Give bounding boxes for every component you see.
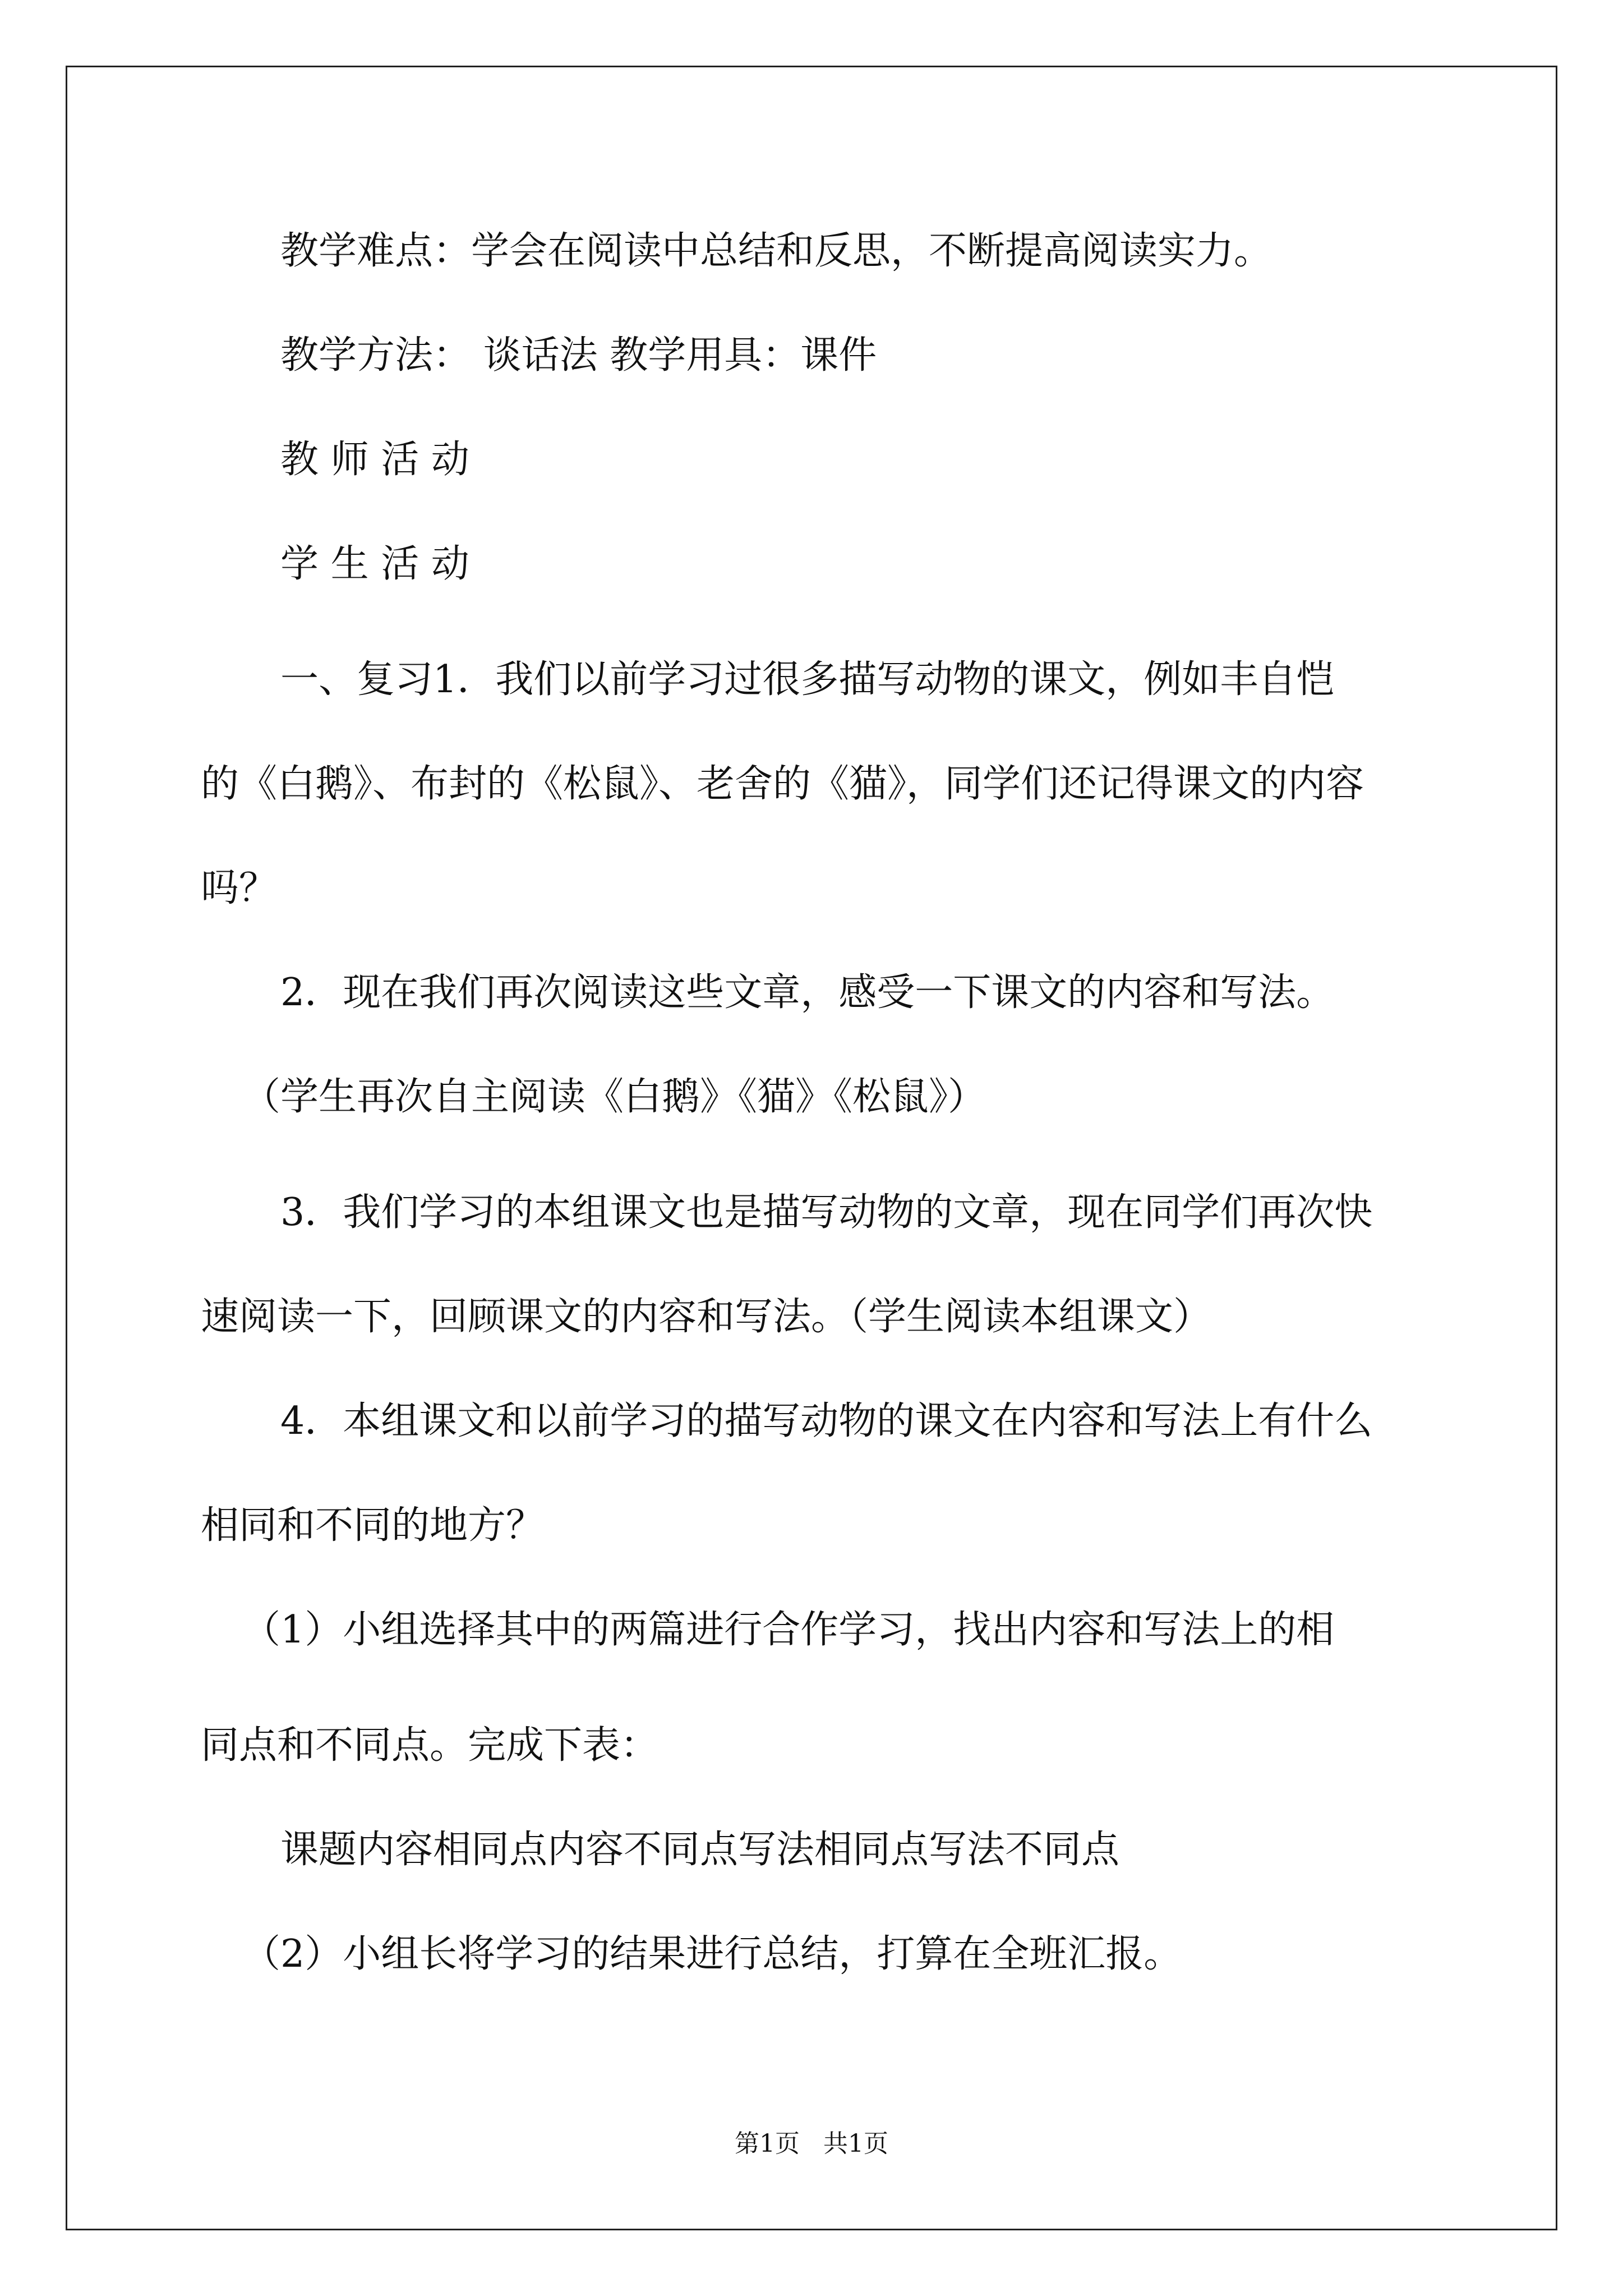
- sub-item-1-line-2: 同点和不同点。完成下表：: [201, 1723, 659, 1768]
- page-footer: 第1页 共1页: [735, 2129, 888, 2158]
- table-header-row: 课题内容相同点内容不同点写法相同点写法不同点: [280, 1828, 1120, 1872]
- paragraph-teaching-method: 教学方法： 谈话法 教学用具：课件: [280, 333, 877, 378]
- review-item-1-line-3: 吗？: [201, 866, 278, 910]
- sub-item-1-line-1: （1）小组选择其中的两篇进行合作学习，找出内容和写法上的相: [242, 1608, 1335, 1652]
- sub-item-2: （2）小组长将学习的结果进行总结，打算在全班汇报。: [242, 1932, 1182, 1976]
- review-item-2: 2．现在我们再次阅读这些文章，感受一下课文的内容和写法。: [280, 970, 1335, 1015]
- heading-teacher-activity: 教 师 活 动: [280, 438, 469, 482]
- review-item-3-line-1: 3．我们学习的本组课文也是描写动物的文章，现在同学们再次快: [280, 1190, 1373, 1235]
- review-item-3-line-2: 速阅读一下，回顾课文的内容和写法。（学生阅读本组课文）: [201, 1295, 1212, 1339]
- heading-student-activity: 学 生 活 动: [280, 542, 469, 586]
- review-item-4-line-1: 4．本组课文和以前学习的描写动物的课文在内容和写法上有什么: [280, 1399, 1373, 1443]
- review-item-4-line-2: 相同和不同的地方？: [201, 1503, 545, 1548]
- paragraph-teaching-difficulty: 教学难点：学会在阅读中总结和反思，不断提高阅读实力。: [280, 229, 1272, 273]
- review-item-1-line-1: 一、复习1．我们以前学习过很多描写动物的课文，例如丰自恺: [280, 657, 1335, 702]
- student-reading-note: （学生再次自主阅读《白鹅》《猫》《松鼠》）: [242, 1075, 986, 1119]
- page-border: [66, 66, 1557, 2230]
- review-item-1-line-2: 的《白鹅》、布封的《松鼠》、老舍的《猫》，同学们还记得课文的内容: [201, 762, 1364, 806]
